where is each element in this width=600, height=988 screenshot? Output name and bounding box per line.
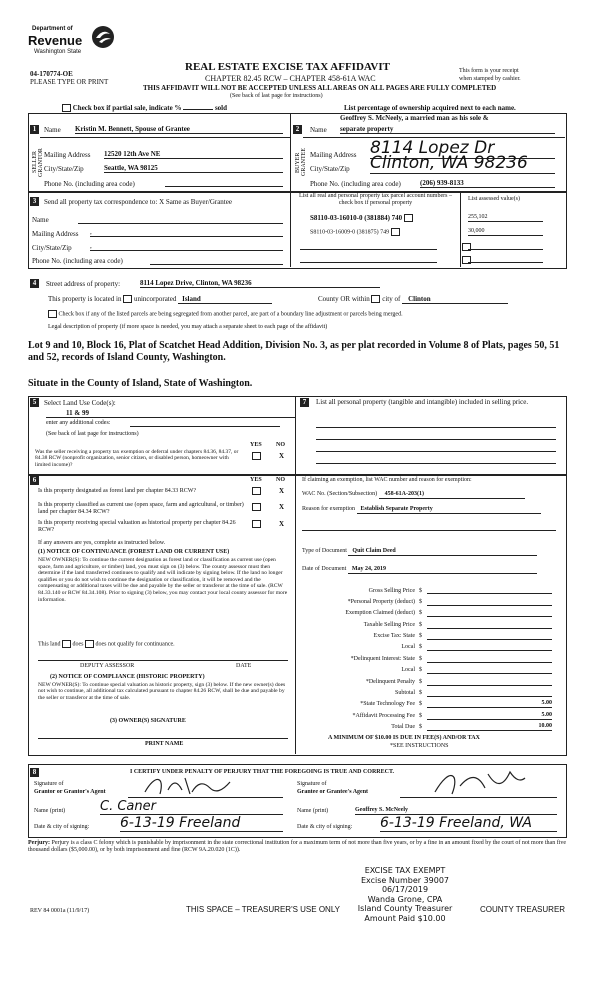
print-name-label: PRINT NAME — [145, 741, 184, 747]
perjury-text: Perjury is a class C felony which is punishable by imprisonment in the state correctional institution for a maximum term of not more than five years, or by a fine in an amount fixed by the court of not more than five thousand dollars ($5,000.00), or by both imprisonment and fine (RCW 9A.20.020 (1C)). — [28, 840, 567, 853]
forest-q3: Is this property receiving special valuation as historical property per chapter 84.26 RCW? — [38, 520, 236, 533]
grantor-name-label: Name (print) — [34, 808, 66, 814]
tax-row — [300, 629, 560, 640]
corr-city-label: City/State/Zip — [32, 244, 72, 252]
land-use-code: 11 & 99 — [46, 409, 296, 418]
grantee-agent-label: Grantee or Grantee's Agent — [297, 789, 369, 795]
county-row — [318, 295, 508, 304]
tax-currency: $ — [419, 610, 422, 617]
unincorporated-label: unincorporated — [133, 295, 177, 303]
doc-type-label: Type of Document — [302, 548, 347, 554]
form-revision: REV 84 0001a (11/9/17) — [30, 908, 90, 914]
tax-row — [300, 640, 560, 651]
seller-mailing-label: Mailing Address — [44, 151, 91, 159]
land-use-no: NO — [276, 442, 285, 448]
see-back-line: (See back of last page for instructions) — [230, 93, 323, 99]
forest-q1-answer: X — [279, 487, 285, 495]
seller-mailing: 12520 12th Ave NE — [104, 150, 283, 159]
grantor-date-label: Date & city of signing: — [34, 824, 90, 830]
tax-value — [427, 632, 552, 640]
buyer-mailing: 8114 Lopez Dr — [370, 138, 555, 159]
buyer-name-line2: separate property — [340, 125, 555, 134]
stamp-line-6: Amount Paid $10.00 — [364, 913, 446, 923]
tax-row — [300, 708, 560, 719]
grantor-agent-label: Grantor or Grantor's Agent — [34, 789, 106, 795]
buyer-name-label: Name — [310, 126, 327, 134]
seller-city: Seattle, WA 98125 — [104, 164, 283, 173]
grantor-name: C. Caner — [100, 799, 283, 815]
this-land-label: This land — [38, 641, 61, 648]
forest-q1-yes-checkbox[interactable] — [252, 487, 261, 495]
tax-currency: $ — [419, 667, 422, 674]
treasurer-use-label: THIS SPACE – TREASURER'S USE ONLY — [186, 905, 341, 914]
chapter-line: CHAPTER 82.45 RCW – CHAPTER 458-61A WAC — [205, 74, 376, 83]
parcel-number-2: S8110-03-16009-0 (381875) 749 — [310, 229, 390, 236]
forest-q2-answer: X — [279, 503, 285, 511]
legal-situate: Situate in the County of Island, State of Washington. — [28, 378, 253, 389]
corr-city: , — [90, 242, 283, 251]
buyer-phone-label: Phone No. (including area code) — [310, 180, 401, 188]
grantee-date-city: 6-13-19 Freeland, WA — [380, 815, 557, 832]
tax-row — [300, 651, 560, 662]
tax-label: Taxable Selling Price — [363, 621, 415, 628]
sold-label: sold — [214, 104, 228, 112]
section-8-number: 8 — [30, 768, 39, 777]
deputy-date-label: DATE — [236, 663, 252, 669]
assessed-header: List assessed value(s) — [468, 196, 520, 202]
exemption-reason: Establish Separate Property — [357, 506, 541, 514]
personal-property-label: List all personal property (tangible and intangible) included in selling price. — [316, 398, 529, 406]
partial-sale-label: Check box if partial sale, indicate % — [72, 104, 182, 112]
form-code: 04-170774-OE — [30, 70, 73, 78]
tax-currency: $ — [419, 598, 422, 605]
located-label: This property is located in — [48, 295, 122, 303]
tax-currency: $ — [419, 655, 422, 662]
stamp-line-1: EXCISE TAX EXEMPT — [364, 866, 446, 875]
partial-sale-row — [62, 104, 227, 112]
dept-line2: Revenue — [28, 33, 83, 48]
grantee-signature — [430, 766, 530, 798]
tax-value — [427, 609, 552, 617]
land-use-no-answer: X — [279, 452, 285, 460]
historic-title: (2) NOTICE OF COMPLIANCE (HISTORIC PROPERTY) — [50, 674, 205, 680]
land-use-yes-checkbox[interactable] — [252, 452, 261, 460]
tax-currency: $ — [419, 587, 422, 594]
tax-currency: $ — [419, 701, 422, 708]
tax-label: Local — [401, 667, 415, 674]
dor-swirl-icon — [90, 24, 116, 50]
grantee-date-label: Date & city of signing: — [297, 824, 353, 830]
buyer-city: Clinton, WA 98236 — [370, 153, 555, 174]
forest-q3-yes-checkbox[interactable] — [252, 520, 261, 528]
stamp-line-4: Wanda Grone, CPA — [367, 894, 443, 904]
tax-row — [300, 697, 560, 708]
forest-q1: Is this property designated as forest land per chapter 84.33 RCW? — [38, 488, 197, 494]
continuance-body: NEW OWNER(S): To continue the current designation as forest land or classification as current use (open space, farm and agriculture, or timber) land, you must sign on (3) below. The county assessor must then determine if the land transferred continues to qualify and will indicate by signing below. If the land no longer qualifies or you do not wish to continue the designation or classification, it will be removed and the compensating or additional taxes will be due and payable by the seller or transferor at the time of sale. (RCW 84.33.140 or RCW 84.34.108). Prior to signing (3) below, you may contact your local county assessor for more information. — [38, 557, 288, 603]
segregated-label: Check box if any of the listed parcels are being segregated from another parcel, are part of a boundary line adjustment or parcels being merged. — [58, 311, 403, 318]
located-row — [48, 295, 272, 304]
reason-label: Reason for exemption — [302, 506, 355, 512]
receipt-note-1: This form is your receipt — [459, 68, 519, 74]
tax-value — [427, 643, 552, 651]
forest-q3-answer: X — [279, 520, 285, 528]
tax-label: Gross Selling Price — [368, 587, 415, 594]
wac-label: WAC No. (Section/Subsection) — [302, 491, 378, 497]
section-3-number: 3 — [30, 197, 39, 206]
tax-row — [300, 617, 560, 628]
street-label: Street address of property: — [46, 280, 121, 288]
partial-sale-checkbox[interactable] — [62, 104, 71, 112]
grantee-name-label: Name (print) — [297, 808, 329, 814]
correspondence-label — [44, 198, 232, 206]
seller-phone-label: Phone No. (including area code) — [44, 180, 135, 188]
tax-label: Excise Tax: State — [373, 633, 415, 640]
buyer-side-label: BUYER GRANTEE — [295, 148, 307, 177]
parcel-row-2 — [310, 228, 400, 236]
city-of-label: city of — [382, 295, 401, 303]
land-use-label: Select Land Use Code(s): — [44, 399, 116, 407]
tax-value — [427, 678, 552, 686]
tax-currency: $ — [419, 678, 422, 685]
legal-description: Lot 9 and 10, Block 16, Plat of Scatchet Head Addition, Division No. 3, as per plat recorded in Volume 8 of Plats, pages 50, 51 and 52, records of Island County, Washington. — [28, 340, 560, 363]
correspondence-text: Send all property tax correspondence to: — [44, 198, 158, 206]
tax-currency: $ — [419, 690, 422, 697]
property-city: Clinton — [402, 295, 508, 304]
does-checkbox[interactable] — [62, 640, 71, 648]
section-4-number: 4 — [30, 279, 39, 288]
grantor-date-city: 6-13-19 Freeland — [120, 815, 283, 832]
corr-phone-label: Phone No. (including area code) — [32, 257, 123, 265]
treasurer-stamp — [330, 866, 480, 923]
doc-type-row — [302, 548, 537, 556]
section-2-number: 2 — [293, 125, 302, 134]
stamp-line-2: Excise Number 39007 — [360, 875, 450, 885]
forest-q2-yes-checkbox[interactable] — [252, 503, 261, 511]
doc-date-label: Date of Document — [302, 566, 347, 572]
dept-line1: Department of — [32, 26, 73, 32]
buyer-name-line1: Geoffrey S. McNeely, a married man as his sole & — [340, 114, 489, 122]
does-not-label: does not qualify for continuance. — [95, 641, 175, 648]
county-treasurer-label: COUNTY TREASURER — [480, 905, 566, 914]
tax-row — [300, 720, 560, 731]
tax-value — [427, 586, 552, 594]
tax-label: *Delinquent Penalty — [365, 678, 415, 685]
perjury-label: Perjury: — [28, 840, 50, 846]
buyer-phone: (206) 939-8133 — [420, 179, 555, 188]
same-as-buyer: X Same as Buyer/Grantee — [159, 198, 232, 206]
tax-label: Local — [401, 644, 415, 651]
tax-currency: $ — [419, 712, 422, 719]
personal-property-checkbox-2[interactable] — [391, 228, 400, 236]
seller-city-label: City/State/Zip — [44, 165, 84, 173]
this-land-row — [38, 640, 175, 648]
tax-row — [300, 663, 560, 674]
stamp-line-3: 06/17/2019 — [381, 885, 429, 894]
reason-row — [302, 506, 541, 514]
corr-mailing: , — [90, 228, 283, 237]
wac-number: 458-61A-203(1) — [379, 491, 525, 499]
tax-value — [427, 598, 552, 606]
please-type: PLEASE TYPE OR PRINT — [30, 78, 109, 86]
minimum-due: A MINIMUM OF $10.00 IS DUE IN FEE(S) AND/OR TAX — [328, 735, 480, 741]
tax-label: *Affidavit Processing Fee — [352, 712, 415, 719]
parcel-header: List all real and personal property tax parcel account numbers – check box if personal property — [299, 193, 452, 206]
street-address: 8114 Lopez Drive, Clinton, WA 98236 — [140, 279, 380, 288]
tax-row — [300, 686, 560, 697]
stamp-line-5: Island County Treasurer — [357, 904, 453, 913]
forest-q2: Is this property classified as current use (open space, farm and agricultural, or timber) land per chapter 84.34 RCW? — [38, 502, 244, 515]
segregated-checkbox[interactable] — [48, 310, 57, 318]
doc-date: May 24, 2019 — [348, 566, 537, 574]
tax-value — [427, 666, 552, 674]
tax-currency: $ — [419, 621, 422, 628]
owner-signature-label: (3) OWNER(S) SIGNATURE — [110, 718, 186, 724]
assessed-value-2: 30,000 — [468, 228, 543, 236]
tax-currency: $ — [419, 633, 422, 640]
corr-mailing-label: Mailing Address — [32, 230, 79, 238]
tax-label: Exemption Claimed (deduct) — [345, 610, 415, 617]
section-7-number: 7 — [300, 398, 309, 407]
receipt-note-2: when stamped by cashier. — [459, 76, 521, 82]
personal-property-checkbox-1[interactable] — [404, 214, 413, 222]
tax-value — [427, 689, 552, 697]
tax-label: *State Technology Fee — [360, 701, 415, 708]
county-label: County OR within — [318, 295, 370, 303]
doc-date-row — [302, 566, 537, 574]
wac-row — [302, 491, 525, 499]
does-label: does — [72, 641, 84, 648]
legal-label: Legal description of property (if more space is needed, you may attach a separate sheet to each page of the affidavit) — [48, 324, 328, 330]
buyer-mailing-label: Mailing Address — [310, 151, 357, 159]
list-percentage: List percentage of ownership acquired next to each name. — [344, 104, 516, 112]
see-instructions: *SEE INSTRUCTIONS — [390, 743, 449, 749]
tax-table — [300, 583, 560, 731]
grantor-sig-label: Signature of — [34, 781, 64, 787]
dept-line3: Washington State — [34, 49, 82, 55]
forest-yes: YES — [250, 477, 262, 483]
unincorporated-checkbox[interactable] — [123, 295, 132, 303]
parcel-row-1 — [310, 214, 413, 222]
tax-value: 5.00 — [427, 712, 552, 720]
buyer-city-label: City/State/Zip — [310, 165, 350, 173]
tax-value: 5.00 — [427, 700, 552, 708]
segregated-row — [48, 310, 403, 318]
perjury-statement — [28, 840, 568, 854]
grantor-signature — [140, 772, 250, 798]
city-checkbox[interactable] — [371, 295, 380, 303]
section-5-number: 5 — [30, 398, 39, 407]
seller-side-label: SELLER GRANTOR — [32, 148, 44, 177]
dor-logo — [28, 22, 120, 66]
section-6-number: 6 — [30, 476, 39, 485]
seller-name-label: Name — [44, 126, 61, 134]
doc-type: Quit Claim Deed — [348, 548, 537, 556]
continuance-title: (1) NOTICE OF CONTINUANCE (FOREST LAND OR CURRENT USE) — [38, 549, 230, 555]
tax-label: *Delinquent Interest: State — [350, 655, 415, 662]
deputy-assessor-label: DEPUTY ASSESSOR — [80, 663, 135, 669]
tax-value — [427, 655, 552, 663]
corr-name-label: Name — [32, 216, 49, 224]
assessed-value-1: 255,102 — [468, 214, 543, 222]
exemption-label: If claiming an exemption, list WAC number and reason for exemption: — [302, 477, 472, 483]
forest-if-yes: If any answers are yes, complete as instructed below. — [38, 540, 166, 546]
tax-currency: $ — [419, 644, 422, 651]
tax-value — [427, 621, 552, 629]
historic-body: NEW OWNER(S): To continue special valuation as historic property, sign (3) below. If the new owner(s) does not wish to continue, all additional tax calculated pursuant to chapter 84.26 RCW, shall be due and payable by the seller or transferor at the time of sale. — [38, 682, 286, 701]
tax-row — [300, 583, 560, 594]
tax-row — [300, 674, 560, 685]
land-use-yes: YES — [250, 442, 262, 448]
tax-label: *Personal Property (deduct) — [347, 598, 415, 605]
land-use-see-back: (See back of last page for instructions) — [46, 431, 139, 437]
tax-row — [300, 594, 560, 605]
certify-text: I CERTIFY UNDER PENALTY OF PERJURY THAT THE FOREGOING IS TRUE AND CORRECT. — [130, 769, 395, 775]
tax-label: Subtotal — [394, 690, 415, 697]
county-name: Island — [178, 295, 272, 304]
exemption-deferral-question: Was the seller receiving a property tax exemption or deferral under chapters 84.36, 84.37, or 84.38 RCW (nonprofit organization, senior citizen, or disabled person, homeowner with limited income)? — [35, 449, 239, 468]
tax-value: 10.00 — [427, 723, 552, 731]
grantee-name: Geoffrey S. McNeely — [355, 807, 557, 815]
form-title: REAL ESTATE EXCISE TAX AFFIDAVIT — [185, 61, 390, 73]
seller-name: Kristin M. Bennett, Spouse of Grantee — [75, 125, 283, 134]
parcel-number-1: S8110-03-16010-0 (381884) 740 — [310, 214, 403, 222]
does-not-checkbox[interactable] — [85, 640, 94, 648]
tax-row — [300, 606, 560, 617]
notice-line: THIS AFFIDAVIT WILL NOT BE ACCEPTED UNLESS ALL AREAS ON ALL PAGES ARE FULLY COMPLETED — [143, 84, 497, 92]
tax-label: Total Due — [391, 724, 415, 731]
section-1-number: 1 — [30, 125, 39, 134]
grantee-sig-label: Signature of — [297, 781, 327, 787]
additional-codes: enter any additional codes: — [46, 420, 111, 426]
forest-no: NO — [276, 477, 285, 483]
tax-currency: $ — [419, 724, 422, 731]
